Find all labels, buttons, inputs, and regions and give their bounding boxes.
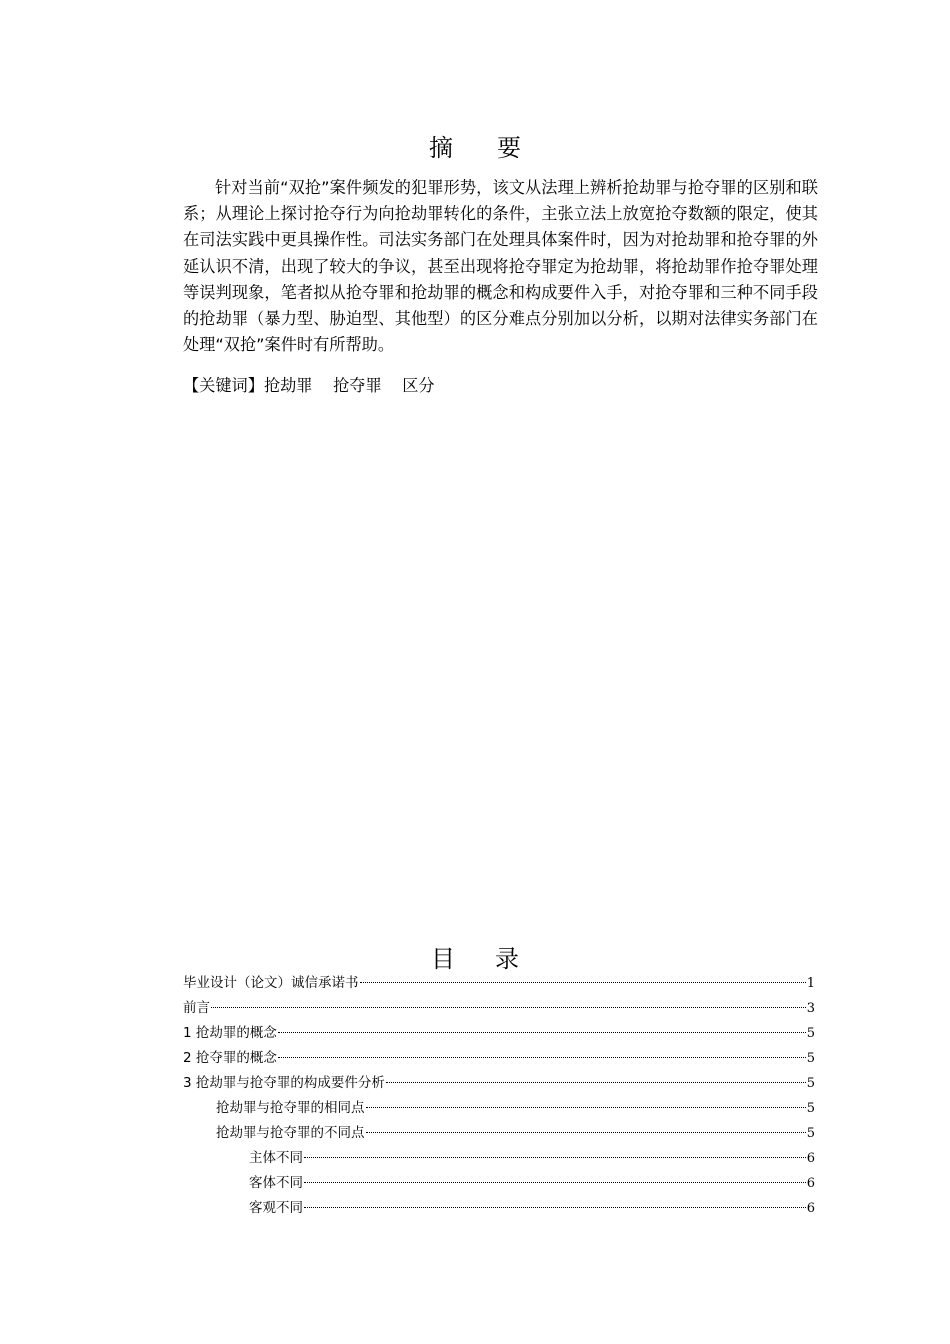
- table-of-contents: [183, 971, 815, 1221]
- toc-entry-label: 毕业设计（论文）诚信承诺书: [183, 975, 359, 991]
- toc-leader-dots: [304, 1207, 806, 1208]
- toc-entry-label: 2 抢夺罪的概念: [183, 1050, 277, 1066]
- toc-leader-dots: [366, 1132, 806, 1133]
- toc-entry-label: 客体不同: [249, 1175, 303, 1191]
- toc-entry-label: 主体不同: [249, 1150, 303, 1166]
- toc-leader-dots: [211, 1007, 806, 1008]
- toc-entry-label: 前言: [183, 1000, 210, 1016]
- toc-entry-page: 5: [806, 1076, 815, 1091]
- toc-entry-label: 3 抢劫罪与抢夺罪的构成要件分析: [183, 1075, 385, 1091]
- keywords-line: [183, 373, 435, 399]
- toc-entry-page: 5: [806, 1026, 815, 1041]
- toc-leader-dots: [304, 1157, 806, 1158]
- keywords-label: 【关键词】: [183, 376, 264, 395]
- toc-entry[interactable]: [183, 996, 815, 1021]
- toc-entry[interactable]: [183, 971, 815, 996]
- toc-entry[interactable]: [183, 1196, 815, 1221]
- toc-entry-label: 抢劫罪与抢夺罪的相同点: [216, 1100, 365, 1116]
- toc-entry-page: 6: [806, 1151, 815, 1166]
- abstract-body: [183, 175, 818, 358]
- toc-entry-page: 6: [806, 1201, 815, 1216]
- abstract-paragraph: 针对当前“双抢”案件频发的犯罪形势，该文从法理上辨析抢劫罪与抢夺罪的区别和联系；从理论上探讨抢夺行为向抢劫罪转化的条件，主张立法上放宽抢夺数额的限定，使其在司法实践中更具操作性。司法实务部门在处理具体案件时，因为对抢劫罪和抢夺罪的外延认识不清，出现了较大的争议，甚至出现将抢夺罪定为抢劫罪，将抢劫罪作抢夺罪处理等误判现象，笔者拟从抢夺罪和抢劫罪的概念和构成要件入手，对抢夺罪和三种不同手段的抢劫罪（暴力型、胁迫型、其他型）的区分难点分别加以分析，以期对法律实务部门在处理“双抢”案件时有所帮助。: [183, 178, 818, 355]
- toc-title: 目录: [431, 945, 559, 973]
- toc-leader-dots: [278, 1057, 806, 1058]
- toc-entry-page: 6: [806, 1176, 815, 1191]
- keywords-list: 抢劫罪 抢夺罪 区分: [263, 376, 435, 395]
- toc-entry[interactable]: [183, 1046, 815, 1071]
- toc-entry-label: 抢劫罪与抢夺罪的不同点: [216, 1125, 365, 1141]
- toc-entry-page: 3: [806, 1001, 815, 1016]
- toc-leader-dots: [386, 1082, 806, 1083]
- toc-entry[interactable]: [183, 1146, 815, 1171]
- toc-entry-page: 1: [806, 976, 815, 991]
- toc-leader-dots: [366, 1107, 806, 1108]
- toc-entry-page: 5: [806, 1051, 815, 1066]
- toc-entry-label: 1 抢劫罪的概念: [183, 1025, 277, 1041]
- toc-entry-page: 5: [806, 1126, 815, 1141]
- toc-leader-dots: [304, 1182, 806, 1183]
- toc-leader-dots: [278, 1032, 806, 1033]
- toc-entry[interactable]: [183, 1171, 815, 1196]
- toc-leader-dots: [360, 982, 806, 983]
- toc-entry-page: 5: [806, 1101, 815, 1116]
- toc-entry[interactable]: [183, 1071, 815, 1096]
- toc-entry[interactable]: [183, 1021, 815, 1046]
- abstract-title: 摘要: [429, 134, 565, 162]
- toc-entry-label: 客观不同: [249, 1200, 303, 1216]
- toc-entry[interactable]: [183, 1096, 815, 1121]
- toc-entry[interactable]: [183, 1121, 815, 1146]
